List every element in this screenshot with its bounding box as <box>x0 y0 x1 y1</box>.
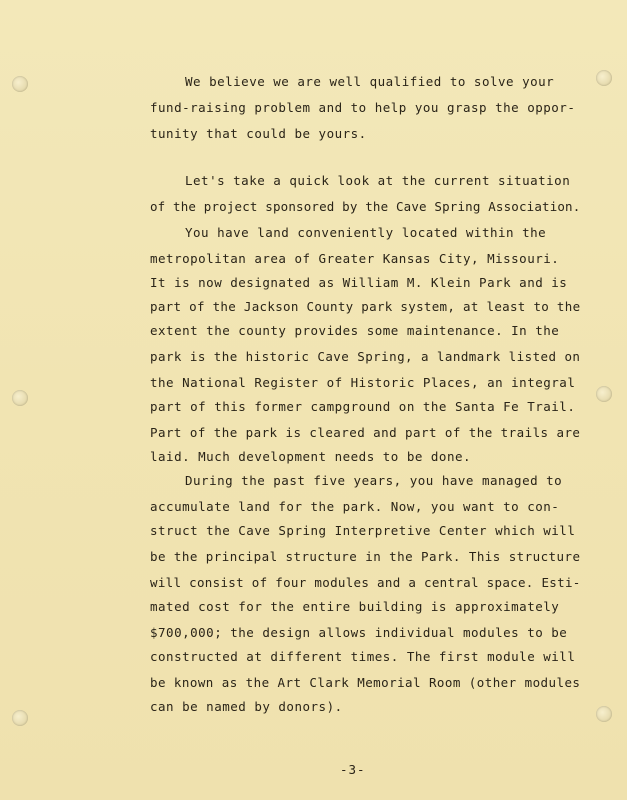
paragraph3-line: part of this former campground on the Santa Fe Trail. <box>150 399 576 414</box>
paragraph4-line: $700,000; the design allows individual modules to be <box>150 625 568 640</box>
paragraph1-line: fund-raising problem and to help you grasp the oppor- <box>150 100 576 115</box>
paragraph3-line: part of the Jackson County park system, at least to the <box>150 299 581 314</box>
binder-hole-right-top <box>596 70 612 86</box>
paragraph4-line: mated cost for the entire building is approximately <box>150 599 560 614</box>
paragraph3-line: It is now designated as William M. Klein Park and is <box>150 275 568 290</box>
paragraph3-line: the National Register of Historic Places, an integral <box>150 375 576 390</box>
paragraph4-line: can be named by donors). <box>150 699 343 714</box>
paragraph3-line: Part of the park is cleared and part of the trails are <box>150 425 581 440</box>
binder-hole-right-middle <box>596 386 612 402</box>
paragraph1-line: We believe we are well qualified to solve your <box>185 74 555 89</box>
binder-hole-left-top <box>12 76 28 92</box>
binder-hole-left-bottom <box>12 710 28 726</box>
paragraph4-line: constructed at different times. The first module will <box>150 649 576 664</box>
paragraph3-line: park is the historic Cave Spring, a landmark listed on <box>150 349 581 364</box>
paragraph3-line: laid. Much development needs to be done. <box>150 449 472 464</box>
paragraph4-line: be the principal structure in the Park. This structure <box>150 549 581 564</box>
paragraph4-line: will consist of four modules and a central space. Esti- <box>150 575 581 590</box>
page-number: -3- <box>340 762 366 777</box>
paragraph1-line: tunity that could be yours. <box>150 126 367 141</box>
binder-hole-left-middle <box>12 390 28 406</box>
paragraph4-line: be known as the Art Clark Memorial Room (other modules <box>150 675 581 690</box>
paragraph3-line: extent the county provides some maintenance. In the <box>150 323 560 338</box>
paragraph4-line: accumulate land for the park. Now, you want to con- <box>150 499 560 514</box>
paragraph4-line: During the past five years, you have managed to <box>185 473 563 488</box>
paragraph2-line: of the project sponsored by the Cave Spring Association. <box>150 199 581 214</box>
paragraph3-line: You have land conveniently located within the <box>185 225 547 240</box>
paragraph3-line: metropolitan area of Greater Kansas City, Missouri. <box>150 251 560 266</box>
paragraph4-line: struct the Cave Spring Interpretive Center which will <box>150 523 576 538</box>
paragraph2-line: Let's take a quick look at the current situation <box>185 173 571 188</box>
binder-hole-right-bottom <box>596 706 612 722</box>
